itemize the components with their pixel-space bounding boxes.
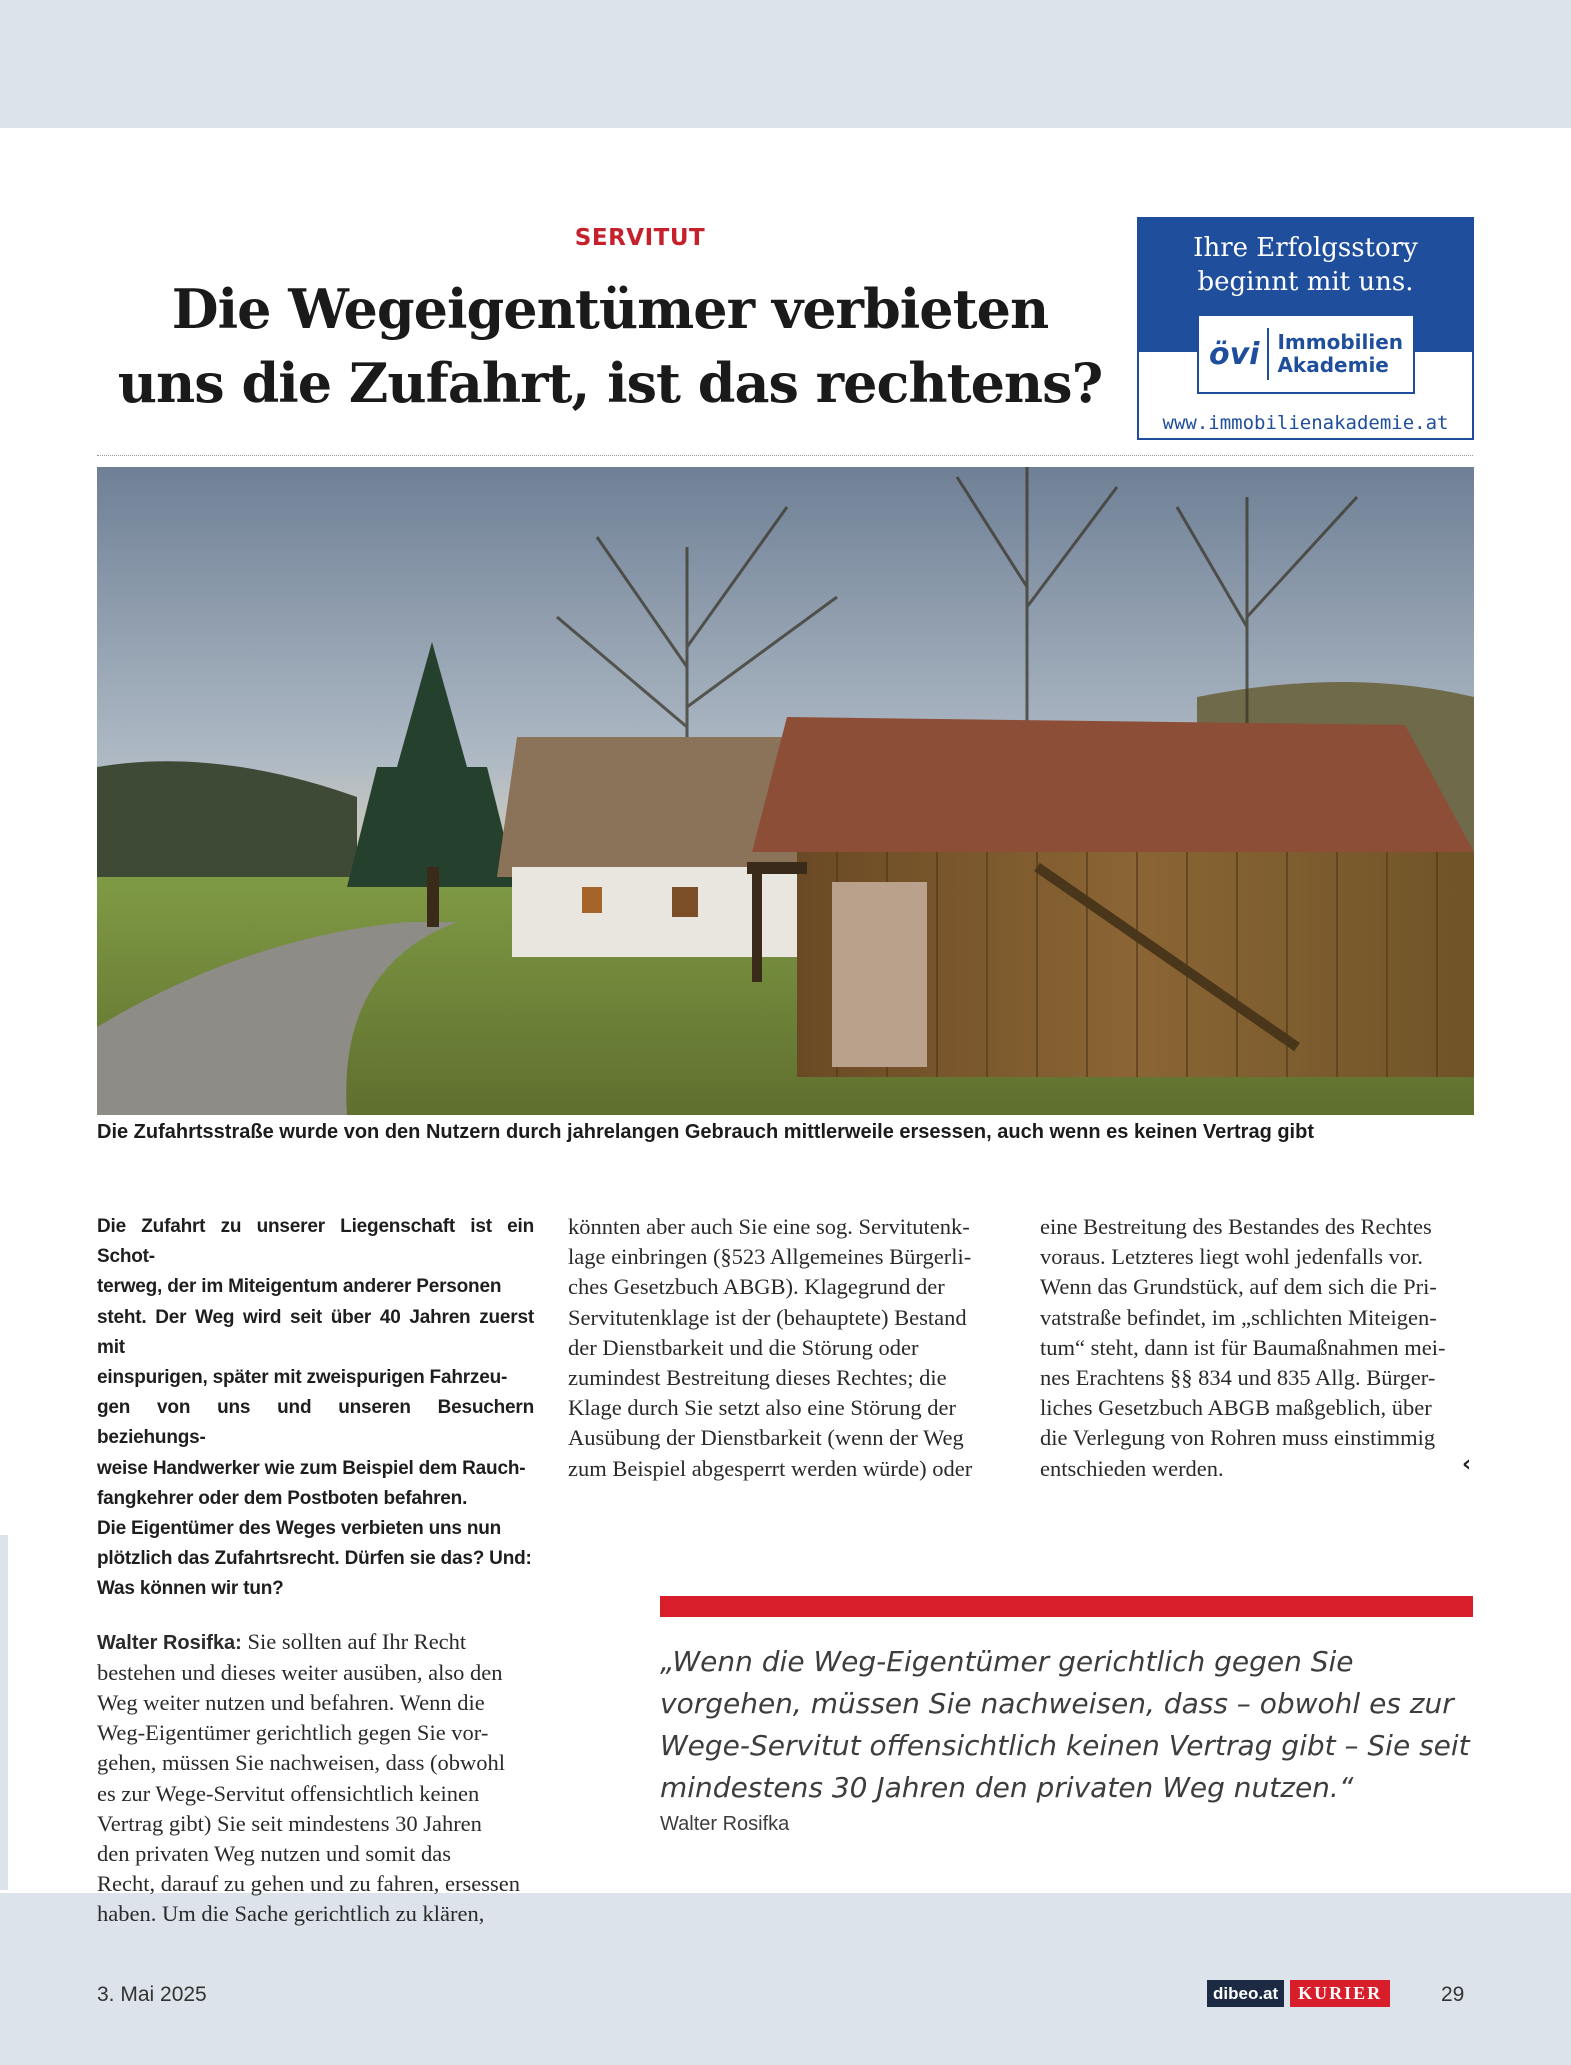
article-kicker: SERVITUT: [574, 225, 706, 251]
logo-text-line-1: Immobilien: [1277, 330, 1403, 354]
footer-brand-logos: [1207, 1980, 1390, 2007]
body-line: Servitutenklage ist der (behauptete) Bestand: [568, 1304, 967, 1330]
answer-line: gehen, müssen Sie nachweisen, dass (obwohl: [97, 1750, 506, 1776]
question-line: plötzlich das Zufahrtsrecht. Dürfen sie das? Und:: [97, 1548, 532, 1570]
logo-text-line-2: Akademie: [1277, 353, 1389, 377]
answer-line: Weg weiter nutzen und befahren. Wenn die: [97, 1690, 485, 1716]
ad-url-link[interactable]: www.immobilienakademie.at: [1162, 412, 1449, 434]
quote-line: vorgehen, müssen Sie nachweisen, dass – obwohl es zur: [660, 1687, 1454, 1720]
logo-text: [1277, 331, 1403, 377]
question-line: fangkehrer oder dem Postboten befahren.: [97, 1487, 468, 1509]
answer-line: bestehen und dieses weiter ausüben, also den: [97, 1659, 503, 1685]
page-number: 29: [1441, 1983, 1465, 2006]
headline-line-2: uns die Zufahrt, ist das rechtens?: [117, 351, 1103, 415]
ad-logo: [1197, 314, 1415, 394]
body-line: eine Bestreitung des Bestandes des Rechtes: [1040, 1214, 1432, 1239]
body-line: voraus. Letzteres liegt wohl jedenfalls vor.: [1040, 1244, 1424, 1270]
quote-line: mindestens 30 Jahren den privaten Weg nutzen.“: [660, 1771, 1354, 1804]
question-line: Was können wir tun?: [97, 1578, 284, 1600]
body-line: vatstraße befindet, im „schlichten Miteigen-: [1040, 1304, 1437, 1330]
text-column-2: [568, 1212, 1005, 1484]
article-photo: [97, 467, 1474, 1115]
text-column-3: [1040, 1212, 1477, 1484]
quote-line: Wege-Servitut offensichtlich keinen Vertrag gibt – Sie seit: [660, 1729, 1470, 1762]
question-line: weise Handwerker wie zum Beispiel dem Rauch-: [97, 1457, 526, 1479]
body-line: zum Beispiel abgesperrt werden würde) oder: [568, 1455, 973, 1481]
reader-question: [97, 1212, 534, 1605]
pull-quote: [660, 1641, 1473, 1809]
article-headline: [100, 272, 1120, 420]
question-line: gen von uns und unseren Besuchern beziehungs-: [97, 1397, 534, 1449]
question-line: Die Eigentümer des Weges verbieten uns nun: [97, 1518, 502, 1540]
answer-line-text: Sie sollten auf Ihr Recht: [241, 1628, 467, 1654]
body-line: tum“ steht, dann ist für Baumaßnahmen mei-: [1040, 1334, 1446, 1360]
ad-immobilienakademie[interactable]: [1137, 217, 1474, 440]
question-line: steht. Der Weg wird seit über 40 Jahren zuerst mit: [97, 1306, 534, 1358]
headline-line-1: Die Wegeigentümer verbieten: [171, 277, 1049, 341]
page-edge: [0, 1535, 8, 1890]
question-line: Die Zufahrt zu unserer Liegenschaft ist ein Schot-: [97, 1216, 534, 1268]
body-line: ches Gesetzbuch ABGB). Klagegrund der: [568, 1274, 945, 1300]
body-line: der Dienstbarkeit und die Störung oder: [568, 1334, 919, 1360]
expert-answer: [97, 1627, 534, 1930]
answer-line: Vertrag gibt) Sie seit mindestens 30 Jahren: [97, 1810, 482, 1836]
answer-line: es zur Wege-Servitut offensichtlich keinen: [97, 1780, 480, 1806]
body-line: Klage durch Sie setzt also eine Störung der: [568, 1395, 957, 1421]
ad-slogan-line-1: Ihre Erfolgsstory: [1193, 233, 1418, 263]
question-line: terweg, der im Miteigentum anderer Personen: [97, 1276, 502, 1298]
body-line: nes Erachtens §§ 834 und 835 Allg. Bürger-: [1040, 1365, 1436, 1391]
body-line: könnten aber auch Sie eine sog. Servitutenk-: [568, 1214, 970, 1239]
quote-line: „Wenn die Weg-Eigentümer gerichtlich gegen Sie: [660, 1645, 1354, 1678]
farmhouse-photo-illustration: [97, 467, 1474, 1115]
body-line: lage einbringen (§523 Allgemeines Bürgerli-: [568, 1244, 972, 1270]
logo-divider: [1267, 328, 1269, 380]
top-band: [0, 0, 1571, 128]
article-end-icon: ‹: [1462, 1452, 1472, 1477]
body-line: Wenn das Grundstück, auf dem sich die Pri-: [1040, 1274, 1437, 1300]
body-line: die Verlegung von Rohren muss einstimmig: [1040, 1425, 1436, 1451]
footer-date: 3. Mai 2025: [97, 1983, 207, 2006]
ad-slogan-line-2: beginnt mit uns.: [1197, 267, 1414, 297]
ovi-logo-mark: övi: [1209, 336, 1260, 372]
pull-quote-author: Walter Rosifka: [660, 1813, 790, 1835]
body-line: Ausübung der Dienstbarkeit (wenn der Weg: [568, 1425, 964, 1451]
dibeo-logo: dibeo.at: [1207, 1980, 1284, 2007]
kurier-logo: KURIER: [1290, 1980, 1390, 2007]
answer-line: den privaten Weg nutzen und somit das: [97, 1841, 451, 1867]
body-line: liches Gesetzbuch ABGB maßgeblich, über: [1040, 1395, 1432, 1421]
header-divider: [97, 455, 1473, 456]
text-column-1: [97, 1212, 534, 1930]
body-line: zumindest Bestreitung dieses Rechtes; die: [568, 1365, 947, 1391]
answer-line: Recht, darauf zu gehen und zu fahren, ersessen: [97, 1871, 520, 1897]
answer-line: [97, 1627, 534, 1658]
answer-line: Weg-Eigentümer gerichtlich gegen Sie vor-: [97, 1720, 489, 1746]
question-line: einspurigen, später mit zweispurigen Fahrzeu-: [97, 1367, 508, 1389]
photo-caption: Die Zufahrtsstraße wurde von den Nutzern durch jahrelangen Gebrauch mittlerweile ersessen, auch wenn es keinen Vertrag gibt: [97, 1121, 1314, 1143]
answer-author: Walter Rosifka:: [97, 1631, 242, 1654]
quote-accent-bar: [660, 1596, 1473, 1617]
answer-line: haben. Um die Sache gerichtlich zu klären,: [97, 1901, 485, 1927]
body-line: entschieden werden.: [1040, 1455, 1224, 1481]
